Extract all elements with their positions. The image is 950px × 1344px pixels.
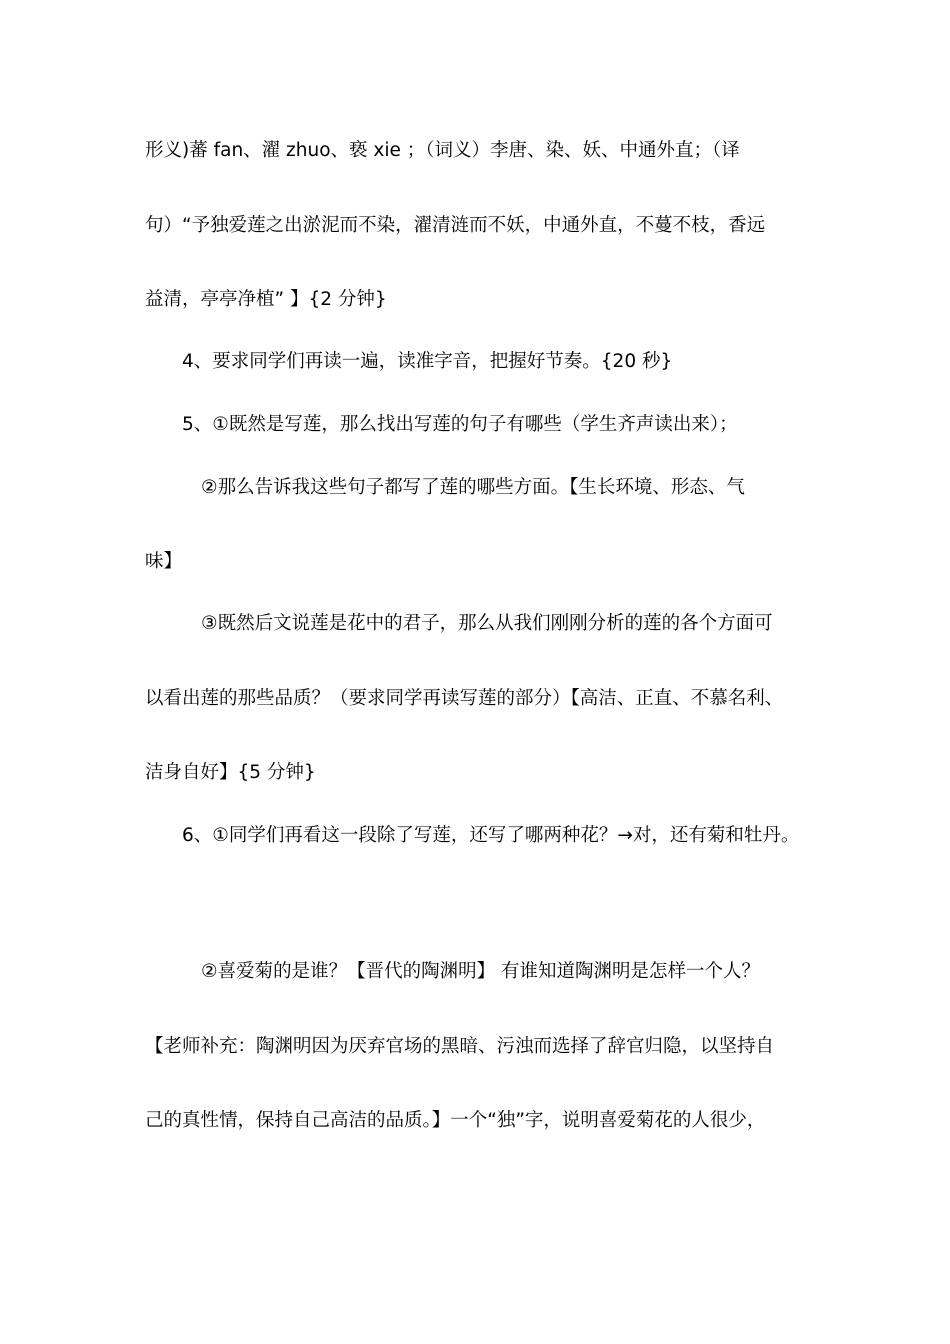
text-line-1: 形义)蕃 fan、濯 zhuo、亵 xie ；（词义）李唐、染、妖、中通外直；（译: [145, 140, 740, 161]
text-line-3: 益清，亭亭净植” 】{2 分钟}: [145, 289, 387, 310]
text-line-6: ②那么告诉我这些句子都写了莲的哪些方面。【生长环境、形态、气: [201, 477, 745, 498]
text-line-10: 洁身自好】{5 分钟}: [145, 762, 316, 783]
text-line-7: 味】: [145, 551, 183, 572]
text-line-5: 5、①既然是写莲，那么找出写莲的句子有哪些（学生齐声读出来）；: [182, 414, 738, 435]
text-line-2: 句）“予独爱莲之出淤泥而不染，濯清涟而不妖，中通外直，不蔓不枝，香远: [145, 215, 766, 236]
text-line-13: 【老师补充：陶渊明因为厌弃官场的黑暗、污浊而选择了辞官归隐，以坚持自: [145, 1036, 775, 1057]
text-line-12: ②喜爱菊的是谁？【晋代的陶渊明】 有谁知道陶渊明是怎样一个人？: [201, 961, 760, 982]
text-line-4: 4、要求同学们再读一遍，读准字音，把握好节奏。{20 秒}: [182, 351, 673, 372]
text-line-11: 6、①同学们再看这一段除了写莲，还写了哪两种花？→对，还有菊和牡丹。: [182, 825, 800, 846]
text-line-14: 己的真性情，保持自己高洁的品质。】一个“独”字，说明喜爱菊花的人很少，: [145, 1110, 766, 1131]
text-line-8: ③既然后文说莲是花中的君子，那么从我们刚刚分析的莲的各个方面可: [201, 613, 773, 634]
text-line-9: 以看出莲的那些品质？（要求同学再读写莲的部分）【高洁、正直、不慕名利、: [145, 688, 784, 709]
